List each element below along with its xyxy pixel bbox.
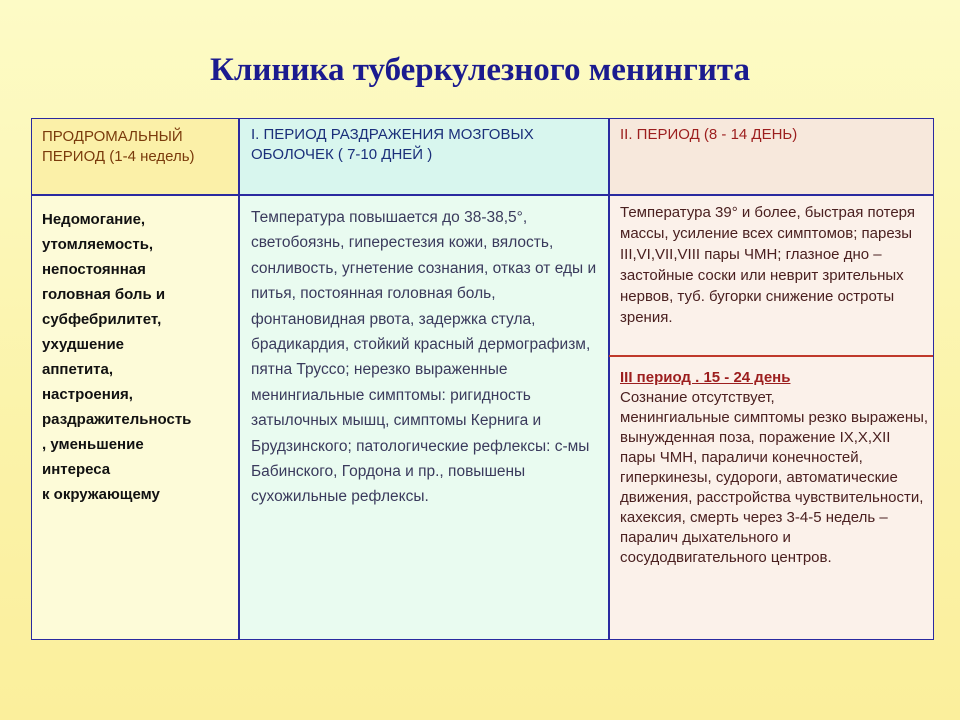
- symptom-line: ухудшение: [42, 336, 125, 353]
- symptom-line: непостоянная: [42, 261, 146, 278]
- period3-description: Сознание отсутствует, менингиальные симптомы резко выражены, вынужденная поза, поражение IX,X,XII пары ЧМН, параличи конечностей, гиперкинезы, судороги, автоматические движения, расстройства чувствительности, кахексия, смерть через 3-4-5 недель – паралич дыхательного и сосудодвигательного центров.: [620, 389, 929, 566]
- period2-description: Температура 39° и более, быстрая потеря массы, усиление всех симптомов; парезы III,VI,VII,VIII пары ЧМН; глазное дно – застойные соски или неврит зрительных нервов, туб. бугорки снижение остроты зрения.: [620, 204, 915, 326]
- period3-title: III период . 15 - 24 день: [620, 369, 791, 386]
- symptom-line: , уменьшение: [42, 436, 144, 453]
- symptom-line: Недомогание,: [42, 211, 146, 228]
- header-period2: II. ПЕРИОД (8 - 14 ДЕНЬ): [620, 126, 798, 143]
- symptom-line: интереса: [42, 461, 111, 478]
- period3-block: [620, 368, 930, 568]
- column-divider: [608, 119, 610, 639]
- row-divider: [32, 194, 933, 196]
- row-divider: [609, 355, 933, 357]
- symptom-line: аппетита,: [42, 361, 114, 378]
- symptom-line: головная боль и: [42, 286, 166, 303]
- symptom-line: раздражительность: [42, 411, 192, 428]
- symptom-line: к окружающему: [42, 486, 160, 503]
- page-title: Клиника туберкулезного менингита: [209, 52, 750, 88]
- symptom-line: субфебрилитет,: [42, 311, 162, 328]
- symptom-line: настроения,: [42, 386, 133, 403]
- prodromal-symptoms-list: [42, 207, 242, 507]
- header-period1: I. ПЕРИОД РАЗДРАЖЕНИЯ МОЗГОВЫХ ОБОЛОЧЕК ( 7-10 ДНЕЙ ): [251, 126, 534, 163]
- symptoms-table: [31, 118, 934, 640]
- period1-description: Температура повышается до 38-38,5°, светобоязнь, гиперестезия кожи, вялость, сонливость, угнетение сознания, отказ от еды и питья, постоянная головная боль, фонтановидная рвота, задержка стула, брадикардия, стойкий красный дермографизм, пятна Труссо; нерезко выраженные менингиальные симптомы: ригидность затылочных мышц, симптомы Кернига и Брудзинского; патологические рефлексы: с-мы Бабинского, Гордона и пр., повышены сухожильные рефлексы.: [251, 209, 597, 506]
- symptom-line: утомляемость,: [42, 236, 154, 253]
- header-prodromal: ПРОДРОМАЛЬНЫЙ ПЕРИОД (1-4 недель): [42, 128, 195, 165]
